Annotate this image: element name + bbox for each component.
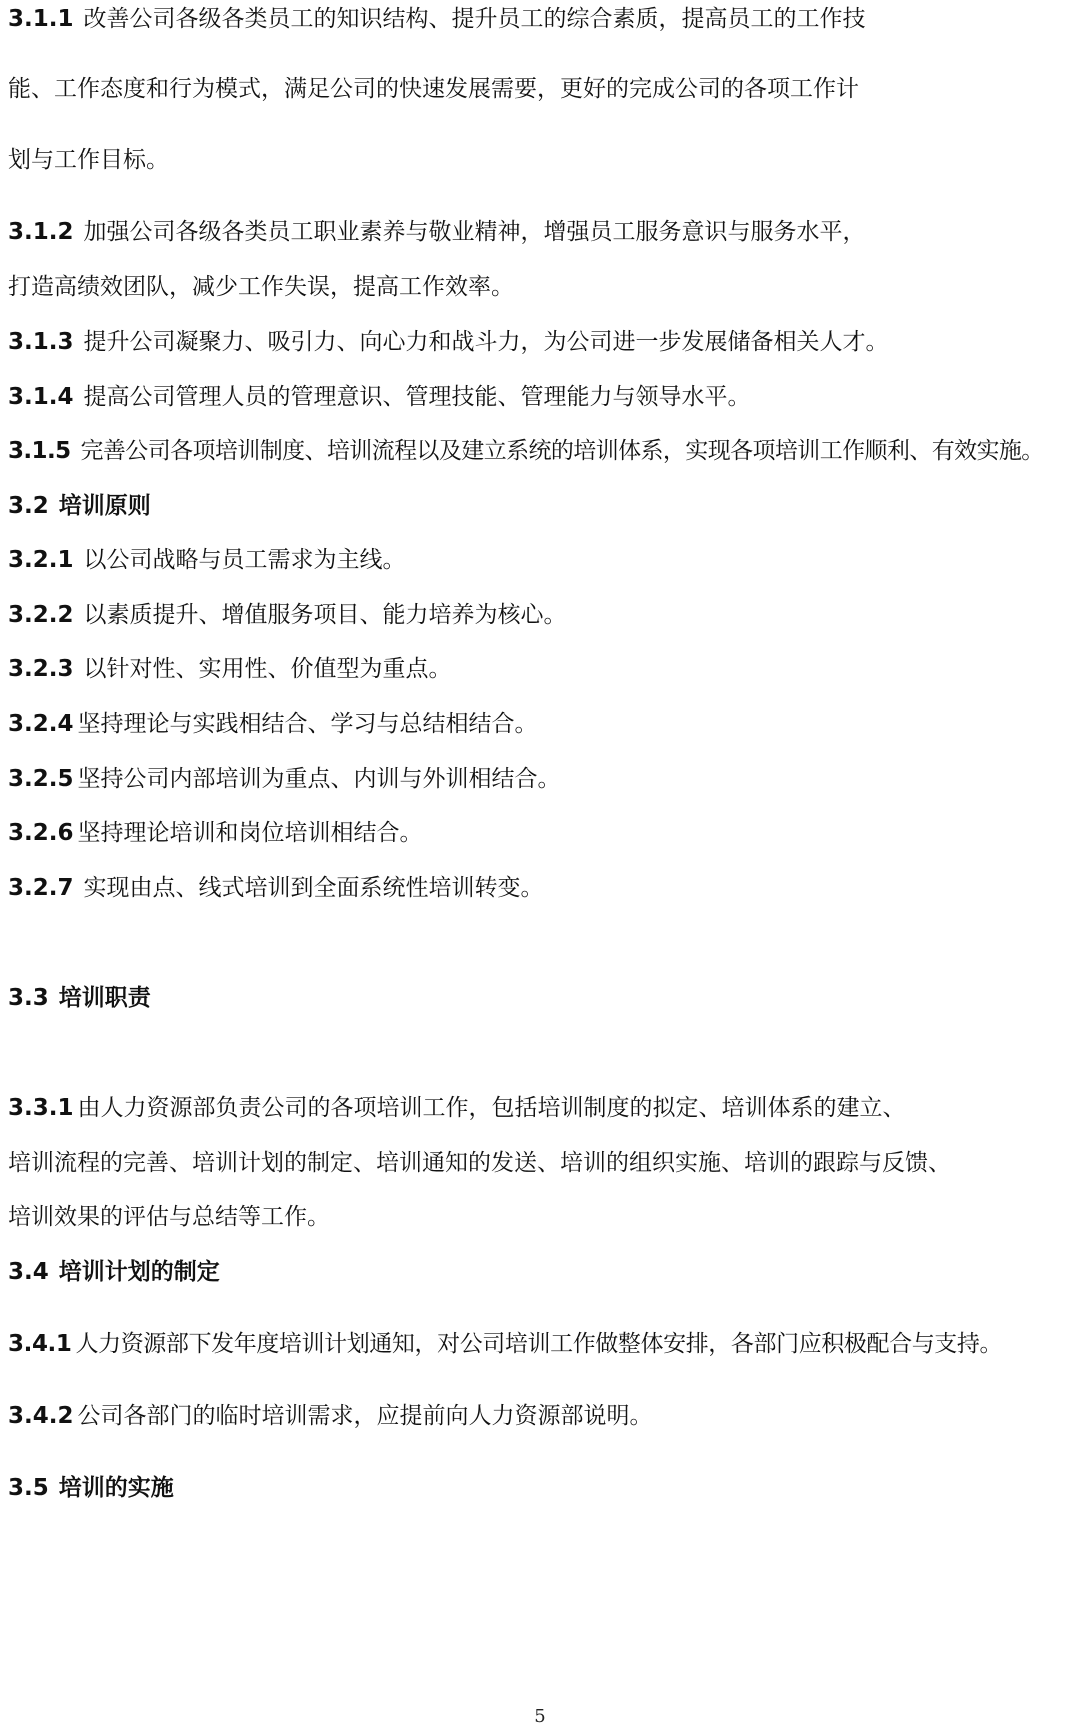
clause-3-2-2 bbox=[8, 599, 1074, 631]
clause-text: 改善公司各级各类员工的知识结构、提升员工的综合素质，提高员工的工作技 bbox=[83, 6, 866, 32]
clause-number: 3.2.7 bbox=[8, 875, 74, 901]
section-heading-3-3 bbox=[8, 982, 1074, 1014]
clause-3-1-2-line-2 bbox=[8, 271, 1074, 303]
clause-text: 坚持理论培训和岗位培训相结合。 bbox=[77, 820, 423, 846]
clause-3-1-2-line-1 bbox=[8, 216, 1074, 248]
clause-text: 坚持理论与实践相结合、学习与总结相结合。 bbox=[77, 711, 538, 737]
clause-text: 人力资源部下发年度培训计划通知，对公司培训工作做整体安排，各部门应积极配合与支持。 bbox=[75, 1331, 1003, 1357]
clause-3-2-6 bbox=[8, 817, 1074, 849]
clause-3-1-3 bbox=[8, 326, 1074, 358]
clause-number: 3.1.5 bbox=[8, 438, 71, 464]
section-title: 培训计划的制定 bbox=[58, 1259, 220, 1285]
clause-3-2-4 bbox=[8, 708, 1074, 740]
clause-text: 以素质提升、增值服务项目、能力培养为核心。 bbox=[83, 602, 567, 628]
clause-text: 提升公司凝聚力、吸引力、向心力和战斗力，为公司进一步发展储备相关人才。 bbox=[83, 329, 889, 355]
clause-number: 3.1.1 bbox=[8, 6, 74, 32]
clause-text: 能、工作态度和行为模式，满足公司的快速发展需要，更好的完成公司的各项工作计 bbox=[8, 76, 859, 102]
clause-text: 培训流程的完善、培训计划的制定、培训通知的发送、培训的组织实施、培训的跟踪与反馈、 bbox=[8, 1150, 951, 1176]
section-heading-3-2 bbox=[8, 490, 1074, 522]
section-title: 培训职责 bbox=[58, 985, 151, 1011]
clause-text: 完善公司各项培训制度、培训流程以及建立系统的培训体系，实现各项培训工作顺利、有效实施。 bbox=[80, 438, 1044, 464]
clause-3-3-1-line-1 bbox=[8, 1092, 1074, 1124]
clause-3-2-7 bbox=[8, 872, 1074, 904]
clause-text: 实现由点、线式培训到全面系统性培训转变。 bbox=[83, 875, 544, 901]
section-number: 3.4 bbox=[8, 1259, 49, 1285]
clause-3-1-5 bbox=[8, 435, 1074, 467]
clause-3-2-3 bbox=[8, 653, 1074, 685]
clause-text: 由人力资源部负责公司的各项培训工作，包括培训制度的拟定、培训体系的建立、 bbox=[77, 1095, 906, 1121]
clause-text: 加强公司各级各类员工职业素养与敬业精神，增强员工服务意识与服务水平， bbox=[83, 219, 866, 245]
clause-number: 3.2.5 bbox=[8, 766, 74, 792]
clause-3-2-5 bbox=[8, 763, 1074, 795]
clause-text: 划与工作目标。 bbox=[8, 147, 169, 173]
clause-3-1-4 bbox=[8, 381, 1074, 413]
clause-number: 3.2.4 bbox=[8, 711, 74, 737]
clause-3-3-1-line-2 bbox=[8, 1147, 1074, 1179]
section-title: 培训的实施 bbox=[58, 1475, 174, 1501]
section-title: 培训原则 bbox=[58, 493, 151, 519]
clause-3-3-1-line-3 bbox=[8, 1201, 1074, 1233]
clause-number: 3.2.1 bbox=[8, 547, 74, 573]
clause-number: 3.4.2 bbox=[8, 1403, 74, 1429]
clause-number: 3.2.2 bbox=[8, 602, 74, 628]
clause-3-2-1 bbox=[8, 544, 1074, 576]
clause-3-4-2 bbox=[8, 1400, 1074, 1432]
clause-3-1-1-line-1 bbox=[8, 3, 1074, 35]
clause-text: 提高公司管理人员的管理意识、管理技能、管理能力与领导水平。 bbox=[83, 384, 751, 410]
clause-number: 3.3.1 bbox=[8, 1095, 74, 1121]
clause-text: 以公司战略与员工需求为主线。 bbox=[83, 547, 406, 573]
clause-text: 以针对性、实用性、价值型为重点。 bbox=[83, 656, 452, 682]
clause-number: 3.1.3 bbox=[8, 329, 74, 355]
clause-number: 3.1.2 bbox=[8, 219, 74, 245]
section-heading-3-4 bbox=[8, 1256, 1074, 1288]
section-heading-3-5 bbox=[8, 1472, 1074, 1504]
clause-3-1-1-line-3 bbox=[8, 144, 1074, 176]
clause-number: 3.4.1 bbox=[8, 1331, 72, 1357]
clause-text: 打造高绩效团队，减少工作失误，提高工作效率。 bbox=[8, 274, 514, 300]
section-number: 3.3 bbox=[8, 985, 49, 1011]
clause-number: 3.1.4 bbox=[8, 384, 74, 410]
clause-number: 3.2.6 bbox=[8, 820, 74, 846]
clause-3-4-1 bbox=[8, 1328, 1074, 1360]
clause-text: 培训效果的评估与总结等工作。 bbox=[8, 1204, 330, 1230]
section-number: 3.5 bbox=[8, 1475, 49, 1501]
clause-number: 3.2.3 bbox=[8, 656, 74, 682]
section-number: 3.2 bbox=[8, 493, 49, 519]
page-number: 5 bbox=[534, 1706, 546, 1727]
clause-text: 坚持公司内部培训为重点、内训与外训相结合。 bbox=[77, 766, 561, 792]
clause-text: 公司各部门的临时培训需求，应提前向人力资源部说明。 bbox=[77, 1403, 653, 1429]
clause-3-1-1-line-2 bbox=[8, 73, 1074, 105]
